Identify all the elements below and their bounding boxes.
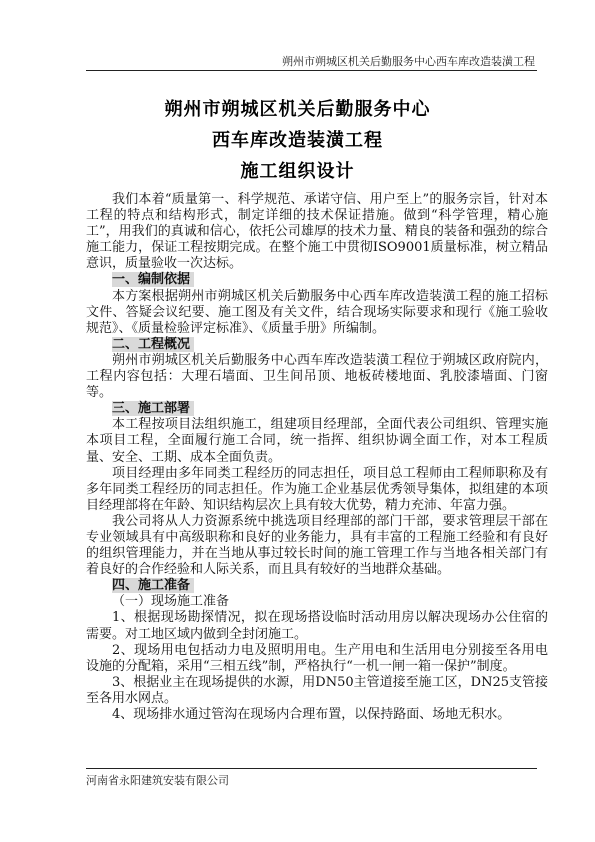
running-header: 朔州市朔城区机关后勤服务中心西车库改造装潢工程 xyxy=(282,55,535,68)
section-heading-text: 三、施工部署 xyxy=(112,401,194,416)
body-paragraph: 我公司将从人力资源系统中挑选项目经理部的部门干部，要求管理层干部在专业领域具有中高级职称和良好的业务能力，具有丰富的工程施工经验和有良好的组织管理能力，并在当地从事过较长时间的施工管理工作与当地各相关部门有着良好的合作经验和人际关系，而且具有较好的当地群众基础。 xyxy=(86,513,548,578)
header-rule xyxy=(86,70,537,71)
document-body xyxy=(86,192,548,723)
list-paragraph: 1、根据现场勘探情况，拟在现场搭设临时活动用房以解决现场办公住宿的需要。对工地区域内做到全封闭施工。 xyxy=(86,610,548,642)
section-heading xyxy=(86,272,548,288)
section-heading xyxy=(86,401,548,417)
section-heading-text: 四、施工准备 xyxy=(112,578,194,593)
intro-paragraph: 我们本着“质量第一、科学规范、承诺守信、用户至上”的服务宗旨，针对本工程的特点和结构形式，制定详细的技术保证措施。做到“科学管理，精心施工”，用我们的真诚和信心，依托公司雄厚的技术力量、精良的装备和强劲的综合施工能力，保证工程按期完成。在整个施工中贯彻ISO9001质量标准，树立精品意识，质量验收一次达标。 xyxy=(86,192,548,272)
footer-rule xyxy=(86,768,537,769)
document-title-line-3: 施工组织设计 xyxy=(240,161,355,182)
body-paragraph: 朔州市朔城区机关后勤服务中心西车库改造装潢工程位于朔城区政府院内，工程内容包括：大理石墙面、卫生间吊顶、地板砖楼地面、乳胶漆墙面、门窗等。 xyxy=(86,352,548,401)
document-title-line-2: 西车库改造装潢工程 xyxy=(212,130,383,151)
running-footer: 河南省永阳建筑安装有限公司 xyxy=(86,774,229,787)
body-paragraph: 本方案根据朔州市朔城区机关后勤服务中心西车库改造装潢工程的施工招标文件、答疑会议纪要、施工图及有关文件，结合现场实际要求和现行《施工验收规范》、《质量检验评定标准》、《质量手册》所编制。 xyxy=(86,288,548,336)
body-paragraph: 项目经理由多年同类工程经历的同志担任，项目总工程师由工程师职称及有多年同类工程经历的同志担任。作为施工企业基层优秀领导集体，拟组建的本项目经理部将在年龄、知识结构层次上具有较大优势，精力充沛、年富力强。 xyxy=(86,465,548,513)
document-title-line-1: 朔州市朔城区机关后勤服务中心 xyxy=(164,99,431,120)
section-heading xyxy=(86,337,548,353)
list-paragraph: 2、现场用电包括动力电及照明用电。生产用电和生活用电分别接至各用电设施的分配箱，采用“三相五线”制，严格执行“一机一闸一箱一保护”制度。 xyxy=(86,642,548,674)
list-paragraph: 4、现场排水通过管沟在现场内合理布置，以保持路面、场地无积水。 xyxy=(112,707,511,722)
section-heading xyxy=(86,578,548,594)
section-heading-text: 一、编制依据 xyxy=(112,272,194,287)
section-heading-text: 二、工程概况 xyxy=(112,337,194,352)
list-paragraph: 3、根据业主在现场提供的水源，用DN50主管道接至施工区，DN25支管接至各用水网点。 xyxy=(86,674,548,706)
body-paragraph: 本工程按项目法组织施工，组建项目经理部，全面代表公司组织、管理实施本项目工程，全面履行施工合同，统一指挥、组织协调全面工作，对本工程质量、安全、工期、成本全面负责。 xyxy=(86,417,548,465)
subsection-heading: （一）现场施工准备 xyxy=(112,594,230,610)
